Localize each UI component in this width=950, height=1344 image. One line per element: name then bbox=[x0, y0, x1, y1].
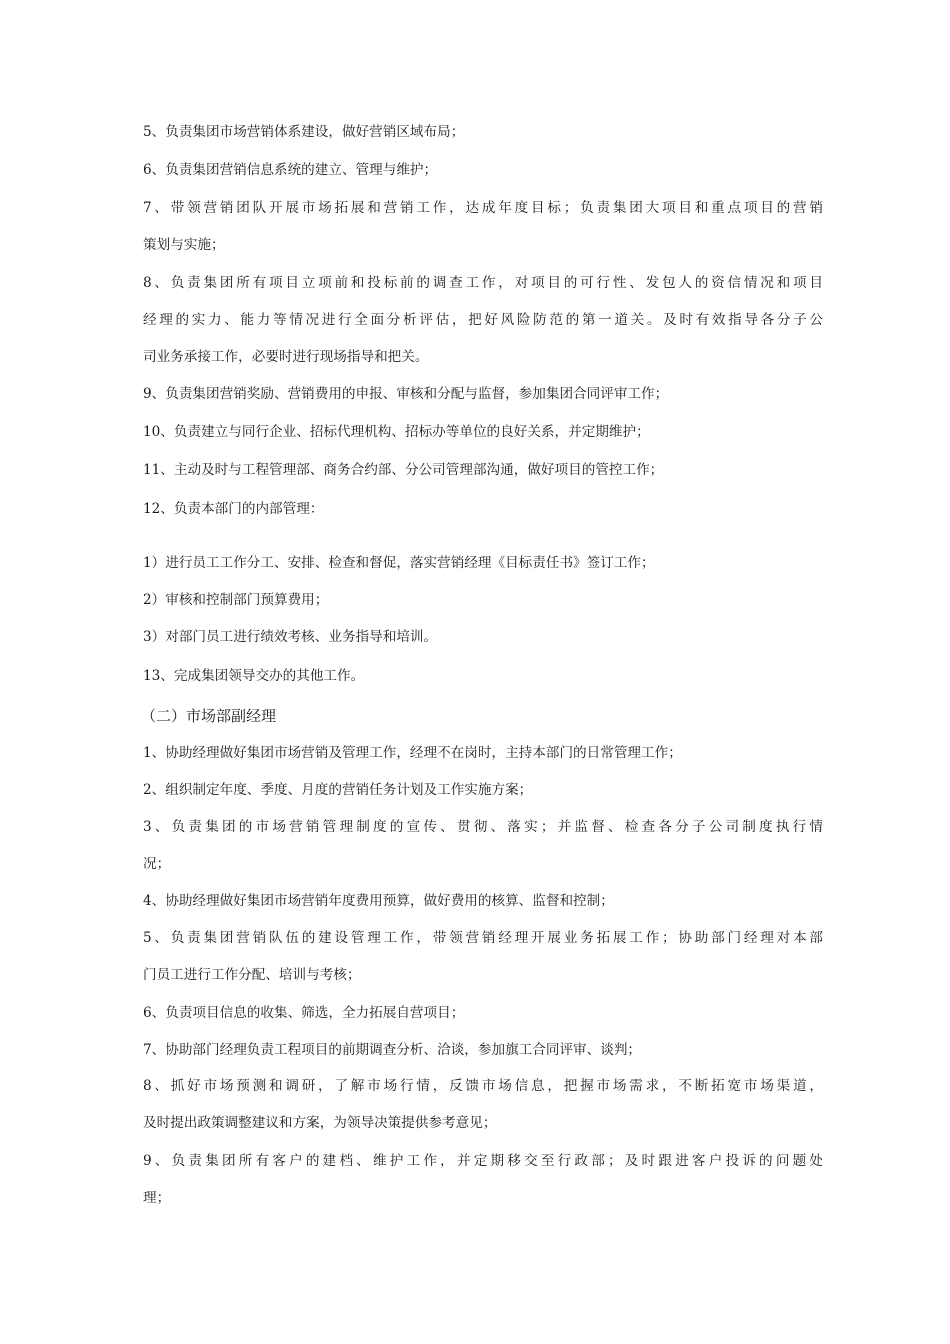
text-line: 及时提出政策调整建议和方案，为领导决策提供参考意见； bbox=[143, 1115, 497, 1131]
list-item: 3）对部门员工进行绩效考核、业务指导和培训。 bbox=[143, 629, 438, 645]
text-line: 10、负责建立与同行企业、招标代理机构、招标办等单位的良好关系，并定期维护； bbox=[143, 424, 650, 440]
text-line: 5、负责集团营销队伍的建设管理工作，带领营销经理开展业务拓展工作；协助部门经理对本部 bbox=[143, 930, 823, 946]
text-line: 8、负责集团所有项目立项前和投标前的调查工作，对项目的可行性、发包人的资信情况和项目 bbox=[143, 275, 823, 291]
list-item: 2）审核和控制部门预算费用； bbox=[143, 592, 329, 608]
text-line: 6、负责项目信息的收集、筛选，全力拓展自营项目； bbox=[143, 1005, 465, 1021]
text-line: 7、带领营销团队开展市场拓展和营销工作，达成年度目标；负责集团大项目和重点项目的营销 bbox=[143, 200, 823, 216]
text-line: 9、负责集团营销奖励、营销费用的申报、审核和分配与监督，参加集团合同评审工作； bbox=[143, 386, 669, 402]
text-line: 况； bbox=[143, 856, 171, 872]
text-line: 经理的实力、能力等情况进行全面分析评估，把好风险防范的第一道关。及时有效指导各分子公 bbox=[143, 312, 823, 328]
list-item: 1）进行员工工作分工、安排、检查和督促，落实营销经理《目标责任书》签订工作； bbox=[143, 555, 655, 571]
section-heading: （二）市场部副经理 bbox=[141, 707, 277, 725]
text-line: 2、组织制定年度、季度、月度的营销任务计划及工作实施方案； bbox=[143, 782, 533, 798]
text-line: 9、负责集团所有客户的建档、维护工作，并定期移交至行政部；及时跟进客户投诉的问题处 bbox=[143, 1153, 823, 1169]
text-line: 6、负责集团营销信息系统的建立、管理与维护； bbox=[143, 162, 438, 178]
text-line: 12、负责本部门的内部管理： bbox=[143, 501, 324, 517]
text-line: 8、抓好市场预测和调研，了解市场行情，反馈市场信息，把握市场需求，不断拓宽市场渠道， bbox=[143, 1078, 823, 1094]
text-line: 11、主动及时与工程管理部、商务合约部、分公司管理部沟通，做好项目的管控工作； bbox=[143, 462, 664, 478]
text-line: 13、完成集团领导交办的其他工作。 bbox=[143, 668, 365, 684]
text-line: 1、协助经理做好集团市场营销及管理工作，经理不在岗时，主持本部门的日常管理工作； bbox=[143, 745, 682, 761]
text-line: 司业务承接工作，必要时进行现场指导和把关。 bbox=[143, 349, 429, 365]
text-line: 门员工进行工作分配、培训与考核； bbox=[143, 967, 361, 983]
text-line: 4、协助经理做好集团市场营销年度费用预算，做好费用的核算、监督和控制； bbox=[143, 893, 614, 909]
text-line: 5、负责集团市场营销体系建设，做好营销区域布局； bbox=[143, 124, 465, 140]
text-line: 理； bbox=[143, 1190, 171, 1206]
text-line: 3、负责集团的市场营销管理制度的宣传、贯彻、落实；并监督、检查各分子公司制度执行情 bbox=[143, 819, 823, 835]
text-line: 7、协助部门经理负责工程项目的前期调查分析、洽谈，参加旗工合同评审、谈判； bbox=[143, 1042, 642, 1058]
text-line: 策划与实施； bbox=[143, 237, 225, 253]
